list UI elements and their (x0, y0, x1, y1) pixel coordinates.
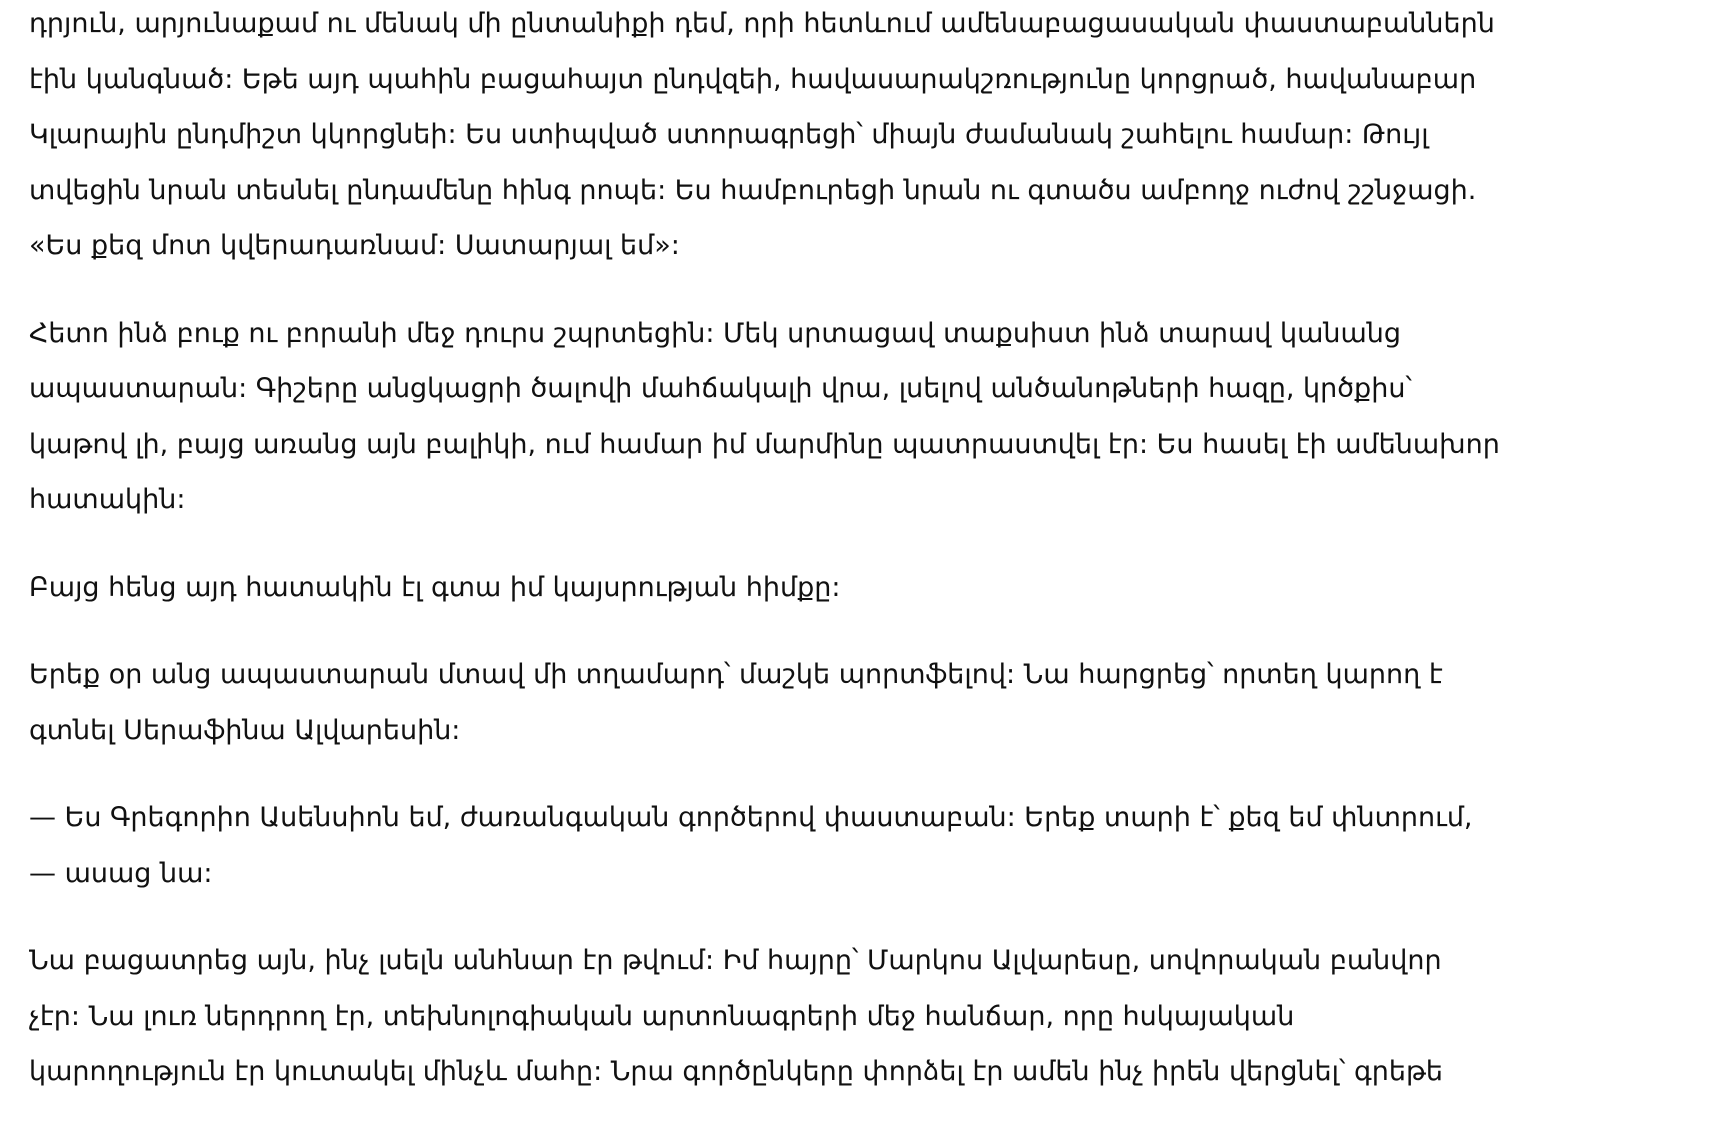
document-body (29, 0, 1669, 1132)
paragraph-1: դրյուն, արյունաքամ ու մենակ մի ընտանիքի դեմ, որի հետևում ամենաբացասական փաստաբաններն էին կանգնած: Եթե այդ պահին բացահայտ ընդվզեի, հավասարակշռությունը կորցրած, հավանաբար Կլարային ընդմիշտ կկորցնեի: Ես ստիպված ստորագրեցի՝ միայն ժամանակ շահելու համար: Թույլ տվեցին նրան տեսնել ընդամենը հինգ րոպե: Ես համբուրեցի նրան ու գտածս ամբողջ ուժով շշնջացի. «Ես քեզ մոտ կվերադառնամ: Սատարյալ եմ»: (29, 8, 1495, 261)
paragraph-2: Հետո ինձ բուք ու բորանի մեջ դուրս շպրտեցին: Մեկ սրտացավ տաքսիստ ինձ տարավ կանանց ապաստարան: Գիշերը անցկացրի ծալովի մահճակալի վրա, լսելով անծանոթների հազը, կրծքիս՝ կաթով լի, բայց առանց այն բալիկի, ում համար իմ մարմինը պատրաստվել էր: Ես հասել էի ամենախոր հատակին: (29, 317, 1500, 515)
paragraph-6: Նա բացատրեց այն, ինչ լսելն անհնար էր թվում: Իմ հայրը՝ Մարկոս Ալվարեսը, սովորական բանվոր չէր: Նա լուռ ներդրող էր, տեխնոլոգիական արտոնագրերի մեջ հանճար, որը հսկայական կարողություն էր կուտակել մինչև մահը: Նրա գործընկերը փորձել էր ամեն ինչ իրեն վերցնել՝ գրեթե (29, 945, 1444, 1087)
paragraph-3: Բայց հենց այդ հատակին էլ գտա իմ կայսրության հիմքը: (29, 571, 841, 603)
paragraph-5: — Ես Գրեգորիո Ասենսիոն եմ, ժառանգական գործերով փաստաբան: Երեք տարի է՝ քեզ եմ փնտրում, — ասաց նա: (29, 802, 1473, 889)
paragraph-4: Երեք օր անց ապաստարան մտավ մի տղամարդ՝ մաշկե պորտֆելով: Նա հարցրեց՝ որտեղ կարող է գտնել Սերաֆինա Ալվարեսին: (29, 659, 1443, 746)
